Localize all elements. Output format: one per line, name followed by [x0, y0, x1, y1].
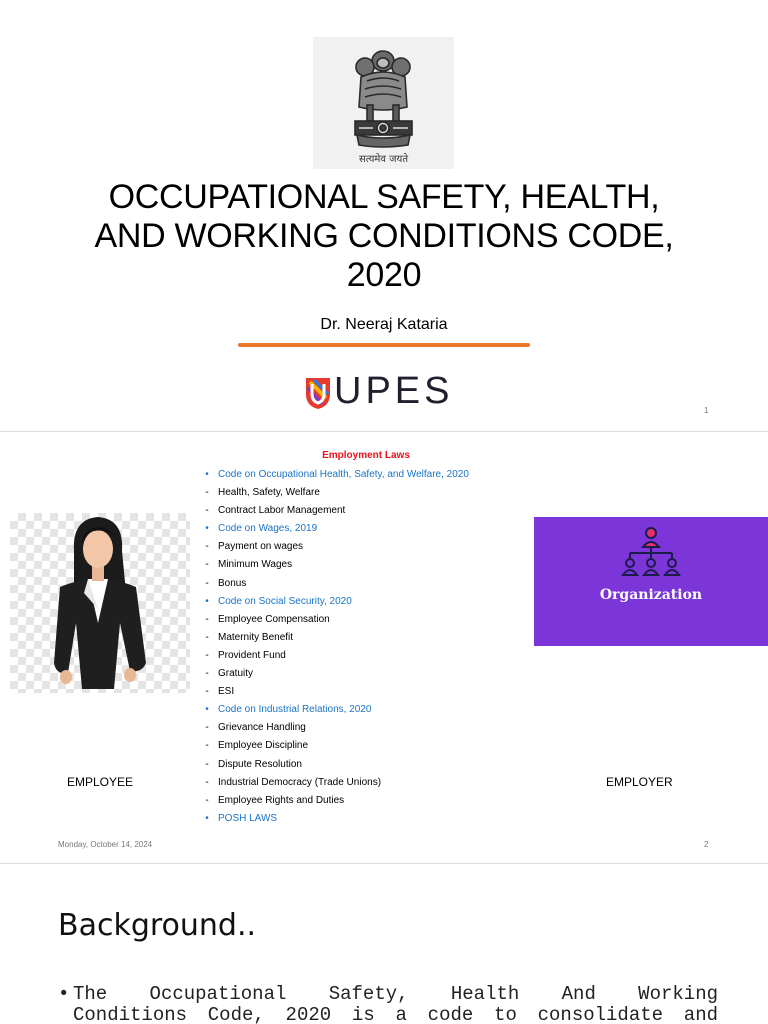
law-text: Employee Compensation: [218, 613, 330, 625]
employer-label: EMPLOYER: [606, 775, 673, 789]
dash-bullet-icon: -: [205, 740, 209, 752]
bullet-dot-icon: •: [205, 595, 209, 607]
dash-bullet-icon: -: [205, 487, 209, 499]
upes-shield-icon: [304, 376, 332, 410]
law-code-item: [202, 701, 469, 719]
employee-image: [10, 513, 190, 693]
law-code-item: [202, 593, 469, 611]
law-text: Code on Industrial Relations, 2020: [218, 704, 372, 716]
dash-bullet-icon: -: [205, 722, 209, 734]
dash-bullet-icon: -: [205, 505, 209, 517]
national-emblem: [313, 37, 454, 169]
organization-card: [534, 517, 768, 646]
law-subitem: [202, 502, 469, 520]
page-number: 1: [704, 406, 709, 415]
law-subitem: [202, 484, 469, 502]
law-text: POSH LAWS: [218, 812, 278, 824]
law-text: Employee Discipline: [218, 740, 309, 752]
employee-label: EMPLOYEE: [67, 775, 134, 789]
law-text: Payment on wages: [218, 541, 304, 553]
background-bullet: [58, 984, 718, 1024]
lion-capital-icon: [313, 37, 454, 169]
bullet-dot-icon: •: [205, 812, 209, 824]
dash-bullet-icon: -: [205, 686, 209, 698]
bullet-dot-icon: •: [205, 469, 209, 480]
dash-bullet-icon: -: [205, 794, 209, 806]
businesswoman-icon: [10, 513, 190, 693]
upes-wordmark: UPES: [334, 370, 454, 412]
dash-bullet-icon: -: [205, 631, 209, 643]
upes-logo: [304, 370, 464, 414]
title-line-3: 2020: [346, 256, 422, 294]
title-line-1: OCCUPATIONAL SAFETY, HEALTH,: [108, 178, 660, 216]
dash-bullet-icon: -: [205, 559, 209, 571]
employment-laws-heading: Employment Laws: [322, 450, 410, 461]
slide-date: Monday, October 14, 2024: [58, 840, 153, 849]
law-text: Grievance Handling: [218, 722, 306, 734]
law-text: Gratuity: [218, 668, 254, 680]
law-subitem: [202, 774, 469, 792]
law-subitem: [202, 575, 469, 593]
law-text: Code on Wages, 2019: [218, 523, 318, 535]
bullet-dot-icon: •: [58, 983, 70, 1005]
law-subitem: [202, 756, 469, 774]
bullet-dot-icon: •: [205, 704, 209, 716]
dash-bullet-icon: -: [205, 541, 209, 553]
bullet-dot-icon: •: [205, 523, 209, 535]
dash-bullet-icon: -: [205, 613, 209, 625]
law-text: ESI: [218, 686, 235, 698]
dash-bullet-icon: -: [205, 758, 209, 770]
law-subitem: [202, 629, 469, 647]
law-subitem: [202, 737, 469, 755]
law-text: Dispute Resolution: [218, 758, 302, 770]
law-code-item: [202, 810, 469, 828]
law-text: Health, Safety, Welfare: [218, 487, 320, 499]
author-name: Dr. Neeraj Kataria: [320, 316, 448, 333]
background-title: Background..: [58, 908, 257, 943]
law-text: Bonus: [218, 577, 247, 589]
bullet-line-2: Conditions Code, 2020 is a code to consolidate and: [73, 1004, 718, 1024]
organization-label: Organization: [599, 587, 703, 603]
law-subitem: [202, 665, 469, 683]
employment-laws-slide: [0, 432, 768, 864]
slide-title: [40, 178, 728, 295]
law-subitem: [202, 647, 469, 665]
background-slide: [0, 864, 768, 1024]
law-subitem: [202, 611, 469, 629]
law-text: Code on Social Security, 2020: [218, 595, 352, 607]
dash-bullet-icon: -: [205, 668, 209, 680]
law-code-item: [202, 520, 469, 538]
org-chart-icon: [534, 517, 768, 587]
law-text: Minimum Wages: [218, 559, 293, 571]
law-subitem: [202, 538, 469, 556]
law-text: Maternity Benefit: [218, 631, 294, 643]
title-underline: [238, 343, 530, 347]
law-text: Employee Rights and Duties: [218, 794, 345, 806]
page-number: 2: [704, 840, 709, 849]
bullet-line-1: The Occupational Safety, Health And Working: [73, 983, 718, 1005]
law-subitem: [202, 719, 469, 737]
law-subitem: [202, 556, 469, 574]
law-text: Provident Fund: [218, 649, 286, 661]
dash-bullet-icon: -: [205, 577, 209, 589]
law-text: Contract Labor Management: [218, 505, 346, 517]
title-line-2: AND WORKING CONDITIONS CODE,: [94, 217, 674, 255]
law-subitem: [202, 792, 469, 810]
dash-bullet-icon: -: [205, 649, 209, 661]
laws-list: [202, 466, 469, 828]
law-text: Code on Occupational Health, Safety, and Welfare, 2020: [218, 469, 469, 480]
title-slide: [0, 0, 768, 432]
law-code-item: [202, 466, 469, 484]
law-text: Industrial Democracy (Trade Unions): [218, 776, 382, 788]
emblem-motto: सत्यमेव जयते: [358, 154, 409, 165]
law-subitem: [202, 683, 469, 701]
dash-bullet-icon: -: [205, 776, 209, 788]
